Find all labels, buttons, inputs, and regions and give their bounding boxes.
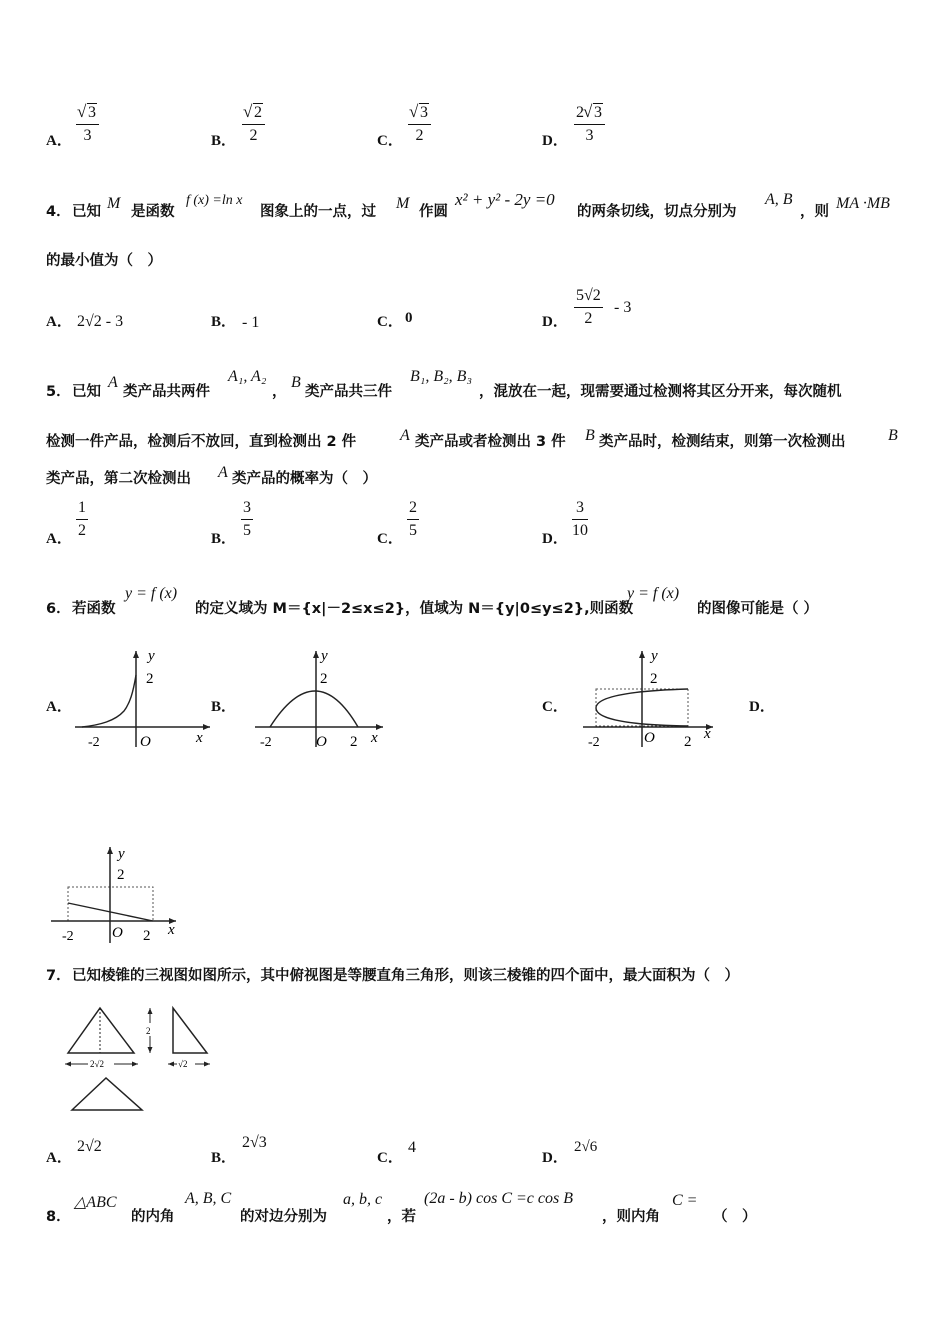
tick-label: -2 bbox=[88, 735, 100, 750]
q5-math-a: A bbox=[400, 427, 410, 444]
tick-label: 2 bbox=[320, 671, 328, 687]
q7-base-label: 2√2 bbox=[90, 1059, 104, 1069]
q4-number: 4． bbox=[46, 204, 71, 220]
q3-option-b-label: B． bbox=[211, 133, 237, 149]
q4-option-b-label: B． bbox=[211, 314, 237, 330]
q6-text: 的定义域为 M＝{x|－2≤x≤2}，值域为 N＝{y|0≤y≤2},则函数 bbox=[195, 601, 634, 617]
x-axis-label: x bbox=[704, 726, 711, 742]
q4-option-d-tail: - 3 bbox=[614, 299, 632, 316]
q6-graph-c bbox=[578, 645, 728, 755]
q4-circle: x² + y² - 2y =0 bbox=[455, 190, 555, 209]
tick-label: 2 bbox=[684, 734, 692, 750]
q7-side-label: √2 bbox=[178, 1059, 188, 1069]
q5-text-line3: 类产品的概率为（ ） bbox=[232, 471, 377, 487]
origin-label: O bbox=[644, 730, 655, 746]
q8-sides: a, b, c bbox=[343, 1191, 383, 1208]
q6-graph-d bbox=[48, 843, 188, 948]
q5-products-a: A₁, A₂ bbox=[228, 368, 267, 385]
q6-option-a-label: A． bbox=[46, 699, 72, 715]
q5-option-b-value: $\frac{3}{5}$ bbox=[243, 499, 251, 539]
q5-text: ， bbox=[272, 384, 287, 400]
x-axis-label: x bbox=[168, 922, 175, 938]
x-axis-label: x bbox=[371, 730, 378, 746]
q8-text: （ ） bbox=[713, 1209, 757, 1225]
q4-func: f (x) =ln x bbox=[186, 193, 243, 208]
q4-text: 已知 bbox=[72, 204, 101, 220]
q3-option-b-value: √ $\frac{2}{2}$ bbox=[242, 104, 265, 145]
q5-text: 已知 bbox=[72, 384, 101, 400]
q4-option-d-fraction: $\frac{5√2}{2}$ bbox=[576, 287, 601, 327]
q6-text: 若函数 bbox=[72, 601, 116, 617]
q7-option-c-value: 4 bbox=[408, 1139, 416, 1156]
q3-option-d-value: $\frac{2√ 3}{3}$ bbox=[574, 104, 605, 145]
q4-text-line2: 的最小值为（ ） bbox=[46, 253, 162, 269]
q4-math-m: M bbox=[107, 195, 121, 212]
q5-text-line2: 类产品或者检测出 3 件 bbox=[415, 434, 566, 450]
q5-text-line2: 类产品时，检测结束，则第一次检测出 bbox=[599, 434, 846, 450]
origin-label: O bbox=[140, 734, 151, 750]
tick-label: -2 bbox=[62, 929, 74, 944]
q5-option-a-label: A． bbox=[46, 531, 72, 547]
q8-triangle: △ABC bbox=[74, 1194, 117, 1211]
q8-equation: (2a - b) cos C =c cos B bbox=[424, 1190, 573, 1207]
tick-label: -2 bbox=[260, 735, 272, 750]
q8-text: ，则内角 bbox=[602, 1209, 660, 1225]
q3-option-c-label: C． bbox=[377, 133, 403, 149]
q6-graph-a bbox=[70, 645, 220, 755]
q8-text: 的对边分别为 bbox=[240, 1209, 327, 1225]
q5-math-a: A bbox=[218, 464, 228, 481]
q4-points: A, B bbox=[765, 191, 793, 208]
q8-number: 8． bbox=[46, 1209, 71, 1225]
q7-three-views bbox=[60, 1003, 220, 1115]
q5-math-b: B bbox=[585, 427, 595, 444]
q6-option-c-label: C． bbox=[542, 699, 568, 715]
q8-text: 的内角 bbox=[131, 1209, 175, 1225]
q5-math-b: B bbox=[888, 427, 898, 444]
q7-option-b-label: B． bbox=[211, 1150, 237, 1166]
q4-text: 图象上的一点，过 bbox=[260, 204, 376, 220]
q5-text-line3: 类产品，第二次检测出 bbox=[46, 471, 191, 487]
q6-number: 6． bbox=[46, 601, 71, 617]
q5-option-d-value: $\frac{3}{10}$ bbox=[572, 499, 588, 539]
q5-option-b-label: B． bbox=[211, 531, 237, 547]
q4-option-a-label: A． bbox=[46, 314, 72, 330]
q5-text-line2: 检测一件产品，检测后不放回，直到检测出 2 件 bbox=[46, 434, 357, 450]
q3-option-a-label: A． bbox=[46, 133, 72, 149]
origin-label: O bbox=[112, 925, 123, 941]
q6-graph-b bbox=[250, 645, 390, 755]
tick-label: -2 bbox=[588, 735, 600, 750]
q7-option-b-value: 2√3 bbox=[242, 1134, 267, 1151]
q6-text: 的图像可能是（ ） bbox=[697, 601, 819, 617]
q3-option-d-label: D． bbox=[542, 133, 568, 149]
q7-height-label: 2 bbox=[146, 1026, 151, 1036]
origin-label: O bbox=[316, 734, 327, 750]
q3-option-c-value: √ $\frac{3}{2}$ bbox=[408, 104, 431, 145]
tick-label: 2 bbox=[350, 734, 358, 750]
q4-text: 作圆 bbox=[419, 204, 448, 220]
q4-option-c-label: C． bbox=[377, 314, 403, 330]
q7-option-d-value: 2√6 bbox=[574, 1139, 598, 1155]
q5-math-b: B bbox=[291, 374, 301, 391]
q3-option-a-value: √ $\frac{3}{3}$ bbox=[76, 104, 99, 145]
q5-text: 类产品共两件 bbox=[123, 384, 210, 400]
tick-label: 2 bbox=[117, 867, 125, 883]
q5-option-c-label: C． bbox=[377, 531, 403, 547]
q4-text: ，则 bbox=[800, 204, 829, 220]
tick-label: 2 bbox=[143, 928, 151, 944]
q4-option-d-label: D． bbox=[542, 314, 568, 330]
q7-text: 已知棱锥的三视图如图所示，其中俯视图是等腰直角三角形，则该三棱锥的四个面中，最大面积为（ ） bbox=[72, 968, 739, 984]
q4-option-a-value: 2√2 - 3 bbox=[77, 313, 124, 330]
q6-option-d-label: D． bbox=[749, 699, 775, 715]
q7-option-d-label: D． bbox=[542, 1150, 568, 1166]
q5-text: 类产品共三件 bbox=[305, 384, 392, 400]
q4-dot-product: MA ·MB bbox=[836, 195, 890, 212]
y-axis-label: y bbox=[148, 648, 155, 664]
y-axis-label: y bbox=[321, 648, 328, 664]
tick-label: 2 bbox=[146, 671, 154, 687]
q6-option-b-label: B． bbox=[211, 699, 237, 715]
q5-products-b: B₁, B₂, B₃ bbox=[410, 368, 473, 385]
q4-option-c-value: 0 bbox=[405, 310, 413, 326]
q4-text: 是函数 bbox=[131, 204, 175, 220]
q8-text: ，若 bbox=[387, 1209, 416, 1225]
q7-option-c-label: C． bbox=[377, 1150, 403, 1166]
q5-text: ，混放在一起，现需要通过检测将其区分开来，每次随机 bbox=[479, 384, 842, 400]
q4-text: 的两条切线，切点分别为 bbox=[577, 204, 737, 220]
q4-option-b-value: - 1 bbox=[242, 314, 260, 331]
q7-option-a-value: 2√2 bbox=[77, 1138, 102, 1155]
q7-number: 7． bbox=[46, 968, 71, 984]
q5-number: 5． bbox=[46, 384, 71, 400]
q5-math-a: A bbox=[108, 374, 118, 391]
q5-option-c-value: $\frac{2}{5}$ bbox=[409, 499, 417, 539]
q6-yfx: y = f (x) bbox=[125, 585, 178, 602]
q4-math-m: M bbox=[396, 195, 410, 212]
tick-label: 2 bbox=[650, 671, 658, 687]
y-axis-label: y bbox=[651, 648, 658, 664]
x-axis-label: x bbox=[196, 730, 203, 746]
q8-angles: A, B, C bbox=[185, 1190, 232, 1207]
q8-angle-c: C = bbox=[672, 1192, 698, 1209]
y-axis-label: y bbox=[118, 846, 125, 862]
q5-option-d-label: D． bbox=[542, 531, 568, 547]
q7-option-a-label: A． bbox=[46, 1150, 72, 1166]
q6-yfx: y = f (x) bbox=[627, 585, 680, 602]
q5-option-a-value: $\frac{1}{2}$ bbox=[78, 499, 86, 539]
